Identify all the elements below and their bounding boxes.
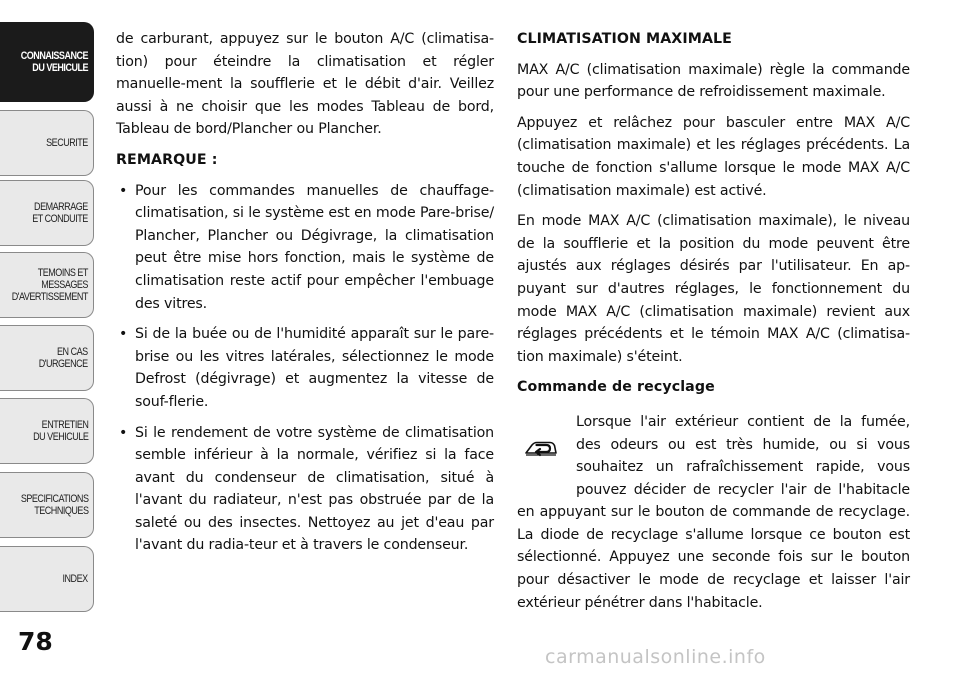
watermark: carmanualsonline.info (545, 646, 766, 668)
tab-label: ENTRETIEN DU VEHICULE (32, 419, 88, 443)
tab-label: CONNAISSANCE DU VEHICULE (20, 50, 88, 74)
max-ac-paragraph: MAX A/C (climatisation maximale) règle la commande pour une performance de refroidissement maximale. (517, 61, 910, 101)
recirculation-heading: Commande de recyclage (517, 379, 715, 396)
tab-label: EN CAS D'URGENCE (39, 346, 88, 370)
recirculation-section (517, 411, 910, 614)
remark-list (116, 180, 494, 558)
recirculation-intro (517, 411, 910, 501)
tab-demarrage-conduite[interactable] (0, 180, 94, 246)
list-item: • Si le rendement de votre système de climatisation semble inférieur à la normale, vérifiez si la face avant du condenseur de climatisation, situé à l'avant du radiateur, n'est pas obstruée par de la saleté ou des insectes. Nettoyez au jet d'eau par l'avant du radia-teur et à travers le condenseur. (116, 422, 494, 558)
recirculation-paragraph: en appuyant sur le bouton de commande de recyclage. La diode de recyclage s'allume lorsque ce bouton est sélectionné. Appuyez une seconde fois sur le bouton pour désactiver le mode de recyclage et laisser l'air extérieur pénétrer dans l'habitacle. (517, 504, 910, 611)
tab-label: SPECIFICATIONS TECHNIQUES (20, 493, 88, 517)
recirculation-icon (523, 433, 559, 463)
text-line: des odeurs ou est très humide, ou si vous (576, 436, 910, 453)
max-ac-paragraph: En mode MAX A/C (climatisation maximale), le niveau de la soufflerie et la position du mode peuvent être ajustés aux réglages désirés par l'utilisateur. En ap-puyant sur d'autres réglages, le fonctionnement du mode MAX A/C (climatisation maximale) revient aux réglages précédents et le témoin MAX A/C (climatisa-tion maximale) s'éteint. (517, 213, 910, 365)
list-item: • Si de la buée ou de l'humidité apparaît sur le pare-brise ou les vitres latérales, sélectionnez le mode Defrost (dégivrage) et augmentez la vitesse de souf-flerie. (116, 323, 494, 413)
tab-label: INDEX (62, 573, 88, 585)
remark-heading: REMARQUE : (116, 151, 218, 168)
tab-label: DEMARRAGE ET CONDUITE (32, 201, 88, 225)
text-line: Lorsque l'air extérieur contient de la fumée, (576, 413, 910, 430)
left-column (116, 28, 494, 565)
list-item: • Pour les commandes manuelles de chauffage-climatisation, si le système est en mode Pare-brise/ Plancher, Plancher ou Dégivrage, la climatisation peut être mise hors fonction, mais le système de climatisation reste actif pour empêcher l'embuage des vitres. (116, 180, 494, 316)
tab-label: SECURITE (46, 137, 88, 149)
text-line: pouvez décider de recycler l'air de l'habitacle (576, 481, 910, 498)
tab-temoins-messages[interactable] (0, 252, 94, 318)
tab-entretien-vehicule[interactable] (0, 398, 94, 464)
text-line: souhaitez un rafraîchissement rapide, vous (576, 459, 910, 476)
right-column (517, 28, 910, 622)
tab-connaissance-vehicule[interactable] (0, 22, 94, 102)
max-ac-heading: CLIMATISATION MAXIMALE (517, 31, 732, 47)
max-ac-paragraph: Appuyez et relâchez pour basculer entre MAX A/C (climatisation maximale) et les réglages précédents. La touche de fonction s'allume lorsque le mode MAX A/C (climatisation maximale) est activé. (517, 114, 910, 199)
tab-en-cas-urgence[interactable] (0, 325, 94, 391)
chapter-tabs (0, 0, 100, 678)
tab-specifications-techniques[interactable] (0, 472, 94, 538)
tab-index[interactable] (0, 546, 94, 612)
page-number: 78 (18, 627, 53, 656)
tab-label: TEMOINS ET MESSAGES D'AVERTISSEMENT (11, 267, 88, 303)
intro-paragraph: de carburant, appuyez sur le bouton A/C (climatisa-tion) pour éteindre la climatisation et régler manuelle-ment la soufflerie et le débit d'air. Veillez aussi à ne choisir que les modes Tableau de bord, Tableau de bord/Plancher ou Plancher. (116, 31, 494, 138)
tab-securite[interactable] (0, 110, 94, 176)
